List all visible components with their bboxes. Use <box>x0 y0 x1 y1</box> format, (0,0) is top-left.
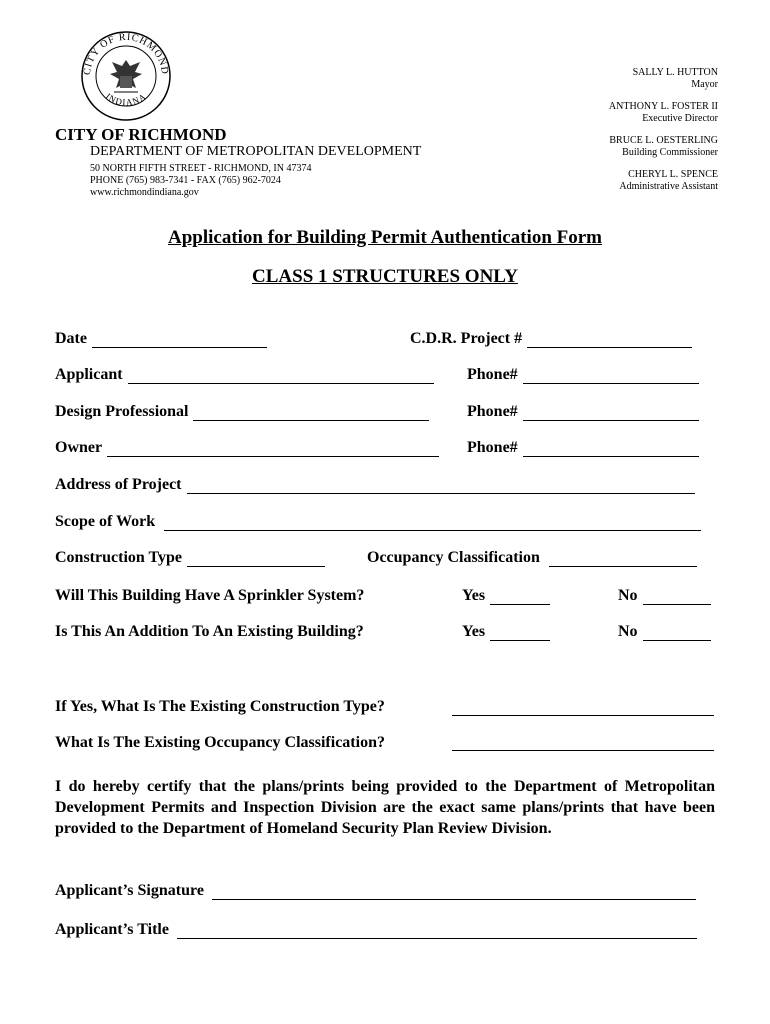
applicant-title-field[interactable] <box>177 922 697 939</box>
occupancy-row <box>367 549 697 571</box>
applicant-title-label: Applicant’s Title <box>55 921 169 938</box>
seal-text-top: CITY OF RICHMOND <box>81 31 171 76</box>
address-label: Address of Project <box>55 476 182 493</box>
phone-label: Phone# <box>467 403 518 420</box>
addition-no-field[interactable] <box>643 624 711 641</box>
owner-phone-field[interactable] <box>523 440 699 457</box>
design-phone-row <box>467 403 699 425</box>
applicant-row <box>55 366 434 388</box>
date-field[interactable] <box>92 331 267 348</box>
officials-list <box>498 67 718 203</box>
seal-text-bottom: INDIANA <box>103 91 149 108</box>
official-mayor: SALLY L. HUTTON Mayor <box>632 67 718 90</box>
design-phone-field[interactable] <box>523 404 699 421</box>
applicant-label: Applicant <box>55 366 123 383</box>
scope-row <box>55 513 701 535</box>
sprinkler-yes-field[interactable] <box>490 588 550 605</box>
applicant-phone-field[interactable] <box>523 367 699 384</box>
signature-field[interactable] <box>212 883 696 900</box>
design-row <box>55 403 429 425</box>
owner-label: Owner <box>55 439 103 456</box>
cdr-row <box>410 330 692 352</box>
city-name: CITY OF RICHMOND <box>55 125 227 144</box>
sprinkler-question: Will This Building Have A Sprinkler System? <box>55 587 365 604</box>
form-title: Application for Building Permit Authentication Form <box>167 227 602 248</box>
applicant-title-row <box>55 921 697 943</box>
design-field[interactable] <box>193 404 429 421</box>
svg-text:INDIANA <box>104 91 148 107</box>
website: www.richmondindiana.gov <box>90 187 199 198</box>
cdr-field[interactable] <box>527 331 692 348</box>
addition-question: Is This An Addition To An Existing Building? <box>55 623 364 640</box>
scope-label: Scope of Work <box>55 513 156 530</box>
sprinkler-no: No <box>618 587 711 609</box>
sprinkler-no-field[interactable] <box>643 588 711 605</box>
phone-fax: PHONE (765) 983-7341 - FAX (765) 962-7024 <box>90 175 281 186</box>
construction-field[interactable] <box>187 550 325 567</box>
contact-info <box>90 163 311 199</box>
department-name: DEPARTMENT OF METROPOLITAN DEVELOPMENT <box>90 144 422 159</box>
addition-yes: Yes <box>462 623 550 645</box>
city-seal <box>80 30 172 122</box>
signature-row <box>55 882 696 904</box>
applicant-phone-row <box>467 366 699 388</box>
construction-label: Construction Type <box>55 549 182 566</box>
phone-label: Phone# <box>467 366 518 383</box>
official-administrative-assistant: CHERYL L. SPENCE Administrative Assistant <box>619 169 718 192</box>
sprinkler-yes: Yes <box>462 587 550 609</box>
addition-no: No <box>618 623 711 645</box>
official-executive-director: ANTHONY L. FOSTER II Executive Director <box>608 101 718 124</box>
address-row <box>55 476 695 498</box>
official-building-commissioner: BRUCE L. OESTERLING Building Commissioner <box>609 135 718 158</box>
signature-label: Applicant’s Signature <box>55 882 204 899</box>
existing-occupancy-question: What Is The Existing Occupancy Classification? <box>55 734 385 751</box>
street-address: 50 NORTH FIFTH STREET - RICHMOND, IN 47374 <box>90 163 312 174</box>
occupancy-field[interactable] <box>549 550 697 567</box>
design-label: Design Professional <box>55 403 189 420</box>
existing-construction-question: If Yes, What Is The Existing Construction Type? <box>55 698 385 715</box>
owner-phone-row <box>467 439 699 461</box>
form-subtitle: CLASS 1 STRUCTURES ONLY <box>252 266 518 287</box>
certification-statement: I do hereby certify that the plans/prints being provided to the Department of Metropolitan Development Permits and Inspection Division are the exact same plans/prints that have been provided to the Department of Homeland Security Plan Review Division. <box>55 778 715 837</box>
addition-yes-field[interactable] <box>490 624 550 641</box>
construction-row <box>55 549 325 571</box>
applicant-field[interactable] <box>128 367 434 384</box>
scope-field[interactable] <box>164 514 701 531</box>
address-field[interactable] <box>187 477 695 494</box>
phone-label: Phone# <box>467 439 518 456</box>
occupancy-label: Occupancy Classification <box>367 549 540 566</box>
cdr-label: C.D.R. Project # <box>410 330 523 347</box>
existing-occupancy-field[interactable] <box>452 733 714 751</box>
owner-field[interactable] <box>107 440 439 457</box>
owner-row <box>55 439 439 461</box>
date-label: Date <box>55 330 87 347</box>
date-row <box>55 330 267 352</box>
existing-construction-field[interactable] <box>452 698 714 716</box>
